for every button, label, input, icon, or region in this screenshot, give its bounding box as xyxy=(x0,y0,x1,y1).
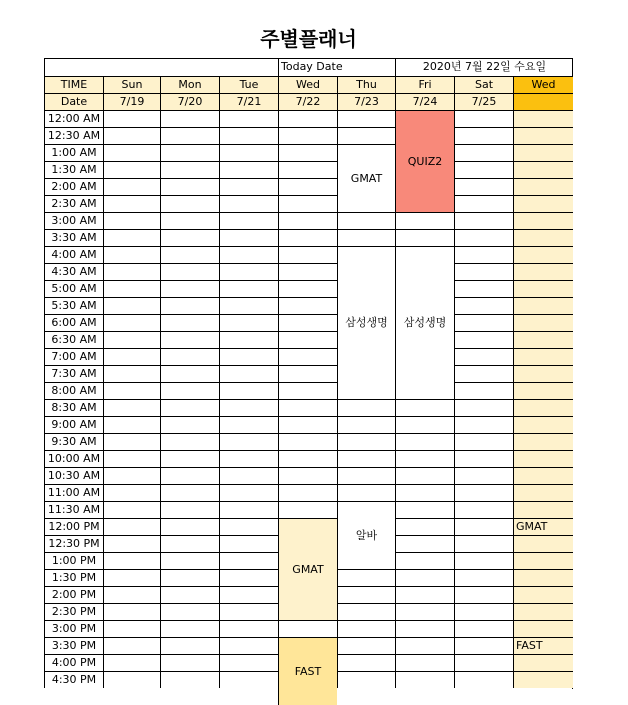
schedule-cell[interactable] xyxy=(219,263,278,280)
time-slot-label: 12:00 PM xyxy=(44,518,103,535)
schedule-cell[interactable] xyxy=(278,365,337,382)
schedule-cell[interactable] xyxy=(278,280,337,297)
today-column-cell[interactable] xyxy=(513,144,573,161)
schedule-cell[interactable] xyxy=(103,569,160,586)
time-slot-label: 3:00 AM xyxy=(44,212,103,229)
schedule-cell[interactable] xyxy=(454,127,513,144)
schedule-cell[interactable] xyxy=(160,110,219,127)
schedule-cell[interactable] xyxy=(219,246,278,263)
schedule-cell[interactable] xyxy=(103,178,160,195)
schedule-cell[interactable] xyxy=(103,433,160,450)
schedule-cell[interactable] xyxy=(278,484,337,501)
today-column-cell[interactable] xyxy=(513,127,573,144)
schedule-cell[interactable] xyxy=(454,654,513,671)
schedule-cell[interactable] xyxy=(103,382,160,399)
schedule-cell[interactable] xyxy=(219,144,278,161)
schedule-cell[interactable] xyxy=(278,433,337,450)
today-column-cell[interactable] xyxy=(513,297,573,314)
schedule-cell[interactable] xyxy=(219,620,278,637)
schedule-cell[interactable] xyxy=(395,450,454,467)
schedule-cell[interactable] xyxy=(278,195,337,212)
date-header-7: 7/25 xyxy=(454,93,513,110)
today-column-cell[interactable] xyxy=(513,280,573,297)
schedule-cell[interactable] xyxy=(337,637,395,654)
schedule-cell[interactable] xyxy=(337,450,395,467)
schedule-cell[interactable] xyxy=(337,416,395,433)
schedule-cell[interactable] xyxy=(454,382,513,399)
event-block[interactable]: 삼성생명 xyxy=(337,246,395,399)
schedule-cell[interactable] xyxy=(454,110,513,127)
time-slot-label: 11:30 AM xyxy=(44,501,103,518)
schedule-cell[interactable] xyxy=(219,484,278,501)
today-column-cell[interactable] xyxy=(513,586,573,603)
time-slot-label: 2:30 PM xyxy=(44,603,103,620)
time-slot-label: 1:00 PM xyxy=(44,552,103,569)
schedule-cell[interactable] xyxy=(395,552,454,569)
day-header-sat: Sat xyxy=(454,76,513,93)
schedule-cell[interactable] xyxy=(103,314,160,331)
today-column-cell[interactable] xyxy=(513,620,573,637)
schedule-cell[interactable] xyxy=(219,348,278,365)
schedule-cell[interactable] xyxy=(454,263,513,280)
schedule-cell[interactable] xyxy=(337,229,395,246)
date-header-6: 7/24 xyxy=(395,93,454,110)
schedule-cell[interactable] xyxy=(160,314,219,331)
schedule-cell[interactable] xyxy=(103,297,160,314)
schedule-cell[interactable] xyxy=(219,212,278,229)
time-slot-label: 9:00 AM xyxy=(44,416,103,433)
schedule-cell[interactable] xyxy=(395,212,454,229)
today-column-cell[interactable] xyxy=(513,501,573,518)
schedule-cell[interactable] xyxy=(278,161,337,178)
today-column-cell[interactable] xyxy=(513,671,573,688)
schedule-cell[interactable] xyxy=(278,450,337,467)
schedule-cell[interactable] xyxy=(395,637,454,654)
schedule-cell[interactable] xyxy=(337,433,395,450)
schedule-cell[interactable] xyxy=(103,416,160,433)
time-slot-label: 4:30 AM xyxy=(44,263,103,280)
schedule-cell[interactable] xyxy=(103,552,160,569)
schedule-cell[interactable] xyxy=(219,433,278,450)
schedule-cell[interactable] xyxy=(395,671,454,688)
schedule-cell[interactable] xyxy=(219,671,278,688)
schedule-cell[interactable] xyxy=(103,348,160,365)
schedule-cell[interactable] xyxy=(160,552,219,569)
schedule-cell[interactable] xyxy=(395,416,454,433)
schedule-cell[interactable] xyxy=(219,331,278,348)
schedule-cell[interactable] xyxy=(103,229,160,246)
today-day-header: Wed xyxy=(513,76,573,93)
today-column-cell[interactable] xyxy=(513,535,573,552)
today-column-cell[interactable] xyxy=(513,178,573,195)
schedule-cell[interactable] xyxy=(337,586,395,603)
time-slot-label: 12:00 AM xyxy=(44,110,103,127)
schedule-cell[interactable] xyxy=(454,195,513,212)
schedule-cell[interactable] xyxy=(454,144,513,161)
schedule-cell[interactable] xyxy=(160,620,219,637)
schedule-cell[interactable] xyxy=(103,246,160,263)
title-blank-row xyxy=(44,58,278,76)
today-date-value: 2020년 7월 22일 수요일 xyxy=(395,58,573,76)
schedule-cell[interactable] xyxy=(454,569,513,586)
schedule-cell[interactable] xyxy=(454,518,513,535)
today-column-cell[interactable] xyxy=(513,399,573,416)
schedule-cell[interactable] xyxy=(219,450,278,467)
time-slot-label: 4:30 PM xyxy=(44,671,103,688)
schedule-cell[interactable] xyxy=(219,314,278,331)
schedule-cell[interactable] xyxy=(160,569,219,586)
time-slot-label: 2:30 AM xyxy=(44,195,103,212)
schedule-cell[interactable] xyxy=(454,246,513,263)
date-header-3: 7/21 xyxy=(219,93,278,110)
schedule-cell[interactable] xyxy=(219,467,278,484)
schedule-cell[interactable] xyxy=(103,365,160,382)
schedule-cell[interactable] xyxy=(103,484,160,501)
schedule-cell[interactable] xyxy=(278,263,337,280)
schedule-cell[interactable] xyxy=(103,144,160,161)
schedule-cell[interactable] xyxy=(219,586,278,603)
schedule-cell[interactable] xyxy=(160,501,219,518)
today-column-cell[interactable]: FAST xyxy=(513,637,573,654)
schedule-cell[interactable] xyxy=(103,280,160,297)
schedule-cell[interactable] xyxy=(219,603,278,620)
schedule-cell[interactable] xyxy=(160,484,219,501)
time-slot-label: 8:00 AM xyxy=(44,382,103,399)
schedule-cell[interactable] xyxy=(103,586,160,603)
day-header-sun: Sun xyxy=(103,76,160,93)
event-block[interactable]: 삼성생명 xyxy=(395,246,454,399)
time-slot-label: 9:30 AM xyxy=(44,433,103,450)
schedule-cell[interactable] xyxy=(278,416,337,433)
time-slot-label: 4:00 AM xyxy=(44,246,103,263)
schedule-cell[interactable] xyxy=(337,110,395,127)
time-slot-label: 5:30 AM xyxy=(44,297,103,314)
today-column-cell[interactable] xyxy=(513,603,573,620)
schedule-cell[interactable] xyxy=(160,144,219,161)
schedule-cell[interactable] xyxy=(219,178,278,195)
schedule-cell[interactable] xyxy=(160,161,219,178)
schedule-cell[interactable] xyxy=(395,467,454,484)
today-date-cell xyxy=(513,93,573,110)
schedule-cell[interactable] xyxy=(454,467,513,484)
schedule-cell[interactable] xyxy=(160,399,219,416)
time-slot-label: 3:00 PM xyxy=(44,620,103,637)
schedule-cell[interactable] xyxy=(395,399,454,416)
schedule-cell[interactable] xyxy=(103,450,160,467)
time-slot-label: 6:30 AM xyxy=(44,331,103,348)
schedule-cell[interactable] xyxy=(395,586,454,603)
weekly-planner-grid xyxy=(44,58,573,689)
schedule-cell[interactable] xyxy=(454,552,513,569)
day-header-mon: Mon xyxy=(160,76,219,93)
schedule-cell[interactable] xyxy=(219,127,278,144)
today-column-cell[interactable] xyxy=(513,348,573,365)
schedule-cell[interactable] xyxy=(395,501,454,518)
event-block[interactable]: FAST xyxy=(278,637,337,705)
schedule-cell[interactable] xyxy=(278,127,337,144)
schedule-cell[interactable] xyxy=(103,671,160,688)
schedule-cell[interactable] xyxy=(278,229,337,246)
time-slot-label: 7:00 AM xyxy=(44,348,103,365)
schedule-cell[interactable] xyxy=(395,620,454,637)
schedule-cell[interactable] xyxy=(337,603,395,620)
today-column-cell[interactable] xyxy=(513,365,573,382)
schedule-cell[interactable] xyxy=(278,212,337,229)
schedule-cell[interactable] xyxy=(219,654,278,671)
schedule-cell[interactable] xyxy=(103,331,160,348)
day-header-thu: Thu xyxy=(337,76,395,93)
date-header-1: 7/19 xyxy=(103,93,160,110)
schedule-cell[interactable] xyxy=(337,569,395,586)
schedule-cell[interactable] xyxy=(219,297,278,314)
schedule-cell[interactable] xyxy=(454,603,513,620)
schedule-cell[interactable] xyxy=(219,569,278,586)
schedule-cell[interactable] xyxy=(219,161,278,178)
schedule-cell[interactable] xyxy=(160,382,219,399)
schedule-cell[interactable] xyxy=(395,603,454,620)
schedule-cell[interactable] xyxy=(160,654,219,671)
schedule-cell[interactable] xyxy=(160,348,219,365)
schedule-cell[interactable] xyxy=(454,620,513,637)
schedule-cell[interactable] xyxy=(278,348,337,365)
schedule-cell[interactable] xyxy=(160,450,219,467)
schedule-cell[interactable] xyxy=(219,501,278,518)
time-slot-label: 1:30 PM xyxy=(44,569,103,586)
schedule-cell[interactable] xyxy=(160,467,219,484)
schedule-cell[interactable] xyxy=(103,654,160,671)
time-slot-label: 2:00 AM xyxy=(44,178,103,195)
schedule-cell[interactable] xyxy=(337,654,395,671)
schedule-cell[interactable] xyxy=(103,518,160,535)
schedule-cell[interactable] xyxy=(160,416,219,433)
schedule-cell[interactable] xyxy=(337,127,395,144)
schedule-cell[interactable] xyxy=(103,399,160,416)
schedule-cell[interactable] xyxy=(454,586,513,603)
schedule-cell[interactable] xyxy=(103,212,160,229)
today-column-cell[interactable] xyxy=(513,416,573,433)
time-slot-label: 12:30 AM xyxy=(44,127,103,144)
schedule-cell[interactable] xyxy=(103,535,160,552)
schedule-cell[interactable] xyxy=(337,620,395,637)
event-block[interactable]: 알바 xyxy=(337,501,395,569)
today-column-cell[interactable] xyxy=(513,467,573,484)
schedule-cell[interactable] xyxy=(278,620,337,637)
schedule-cell[interactable] xyxy=(454,484,513,501)
schedule-cell[interactable] xyxy=(395,518,454,535)
schedule-cell[interactable] xyxy=(395,535,454,552)
time-slot-label: 10:00 AM xyxy=(44,450,103,467)
schedule-cell[interactable] xyxy=(219,280,278,297)
schedule-cell[interactable] xyxy=(103,161,160,178)
today-column-cell[interactable] xyxy=(513,161,573,178)
schedule-cell[interactable] xyxy=(278,467,337,484)
schedule-cell[interactable] xyxy=(454,433,513,450)
schedule-cell[interactable] xyxy=(278,297,337,314)
time-slot-label: 10:30 AM xyxy=(44,467,103,484)
event-block[interactable]: GMAT xyxy=(278,518,337,620)
schedule-cell[interactable] xyxy=(454,365,513,382)
schedule-cell[interactable] xyxy=(454,161,513,178)
event-block[interactable]: GMAT xyxy=(337,144,395,212)
schedule-cell[interactable] xyxy=(103,620,160,637)
schedule-cell[interactable] xyxy=(160,637,219,654)
day-header-tue: Tue xyxy=(219,76,278,93)
schedule-cell[interactable] xyxy=(219,416,278,433)
schedule-cell[interactable] xyxy=(219,195,278,212)
schedule-cell[interactable] xyxy=(219,110,278,127)
schedule-cell[interactable] xyxy=(219,637,278,654)
schedule-cell[interactable] xyxy=(160,212,219,229)
schedule-cell[interactable] xyxy=(160,331,219,348)
schedule-cell[interactable] xyxy=(454,314,513,331)
planner-title: 주별플래너 xyxy=(260,27,357,51)
time-slot-label: 12:30 PM xyxy=(44,535,103,552)
today-column-cell[interactable] xyxy=(513,246,573,263)
time-slot-label: 7:30 AM xyxy=(44,365,103,382)
time-slot-label: 1:30 AM xyxy=(44,161,103,178)
schedule-cell[interactable] xyxy=(103,195,160,212)
schedule-cell[interactable] xyxy=(160,297,219,314)
time-slot-label: 8:30 AM xyxy=(44,399,103,416)
time-slot-label: 5:00 AM xyxy=(44,280,103,297)
schedule-cell[interactable] xyxy=(278,144,337,161)
time-slot-label: 11:00 AM xyxy=(44,484,103,501)
today-column-cell[interactable] xyxy=(513,382,573,399)
schedule-cell[interactable] xyxy=(337,484,395,501)
today-column-cell[interactable] xyxy=(513,552,573,569)
schedule-cell[interactable] xyxy=(278,178,337,195)
time-slot-label: 1:00 AM xyxy=(44,144,103,161)
schedule-cell[interactable] xyxy=(454,671,513,688)
schedule-cell[interactable] xyxy=(103,127,160,144)
today-column-cell[interactable] xyxy=(513,331,573,348)
date-header: Date xyxy=(44,93,103,110)
schedule-cell[interactable] xyxy=(219,518,278,535)
schedule-cell[interactable] xyxy=(278,382,337,399)
schedule-cell[interactable] xyxy=(395,433,454,450)
today-column-cell[interactable] xyxy=(513,195,573,212)
time-slot-label: 3:30 AM xyxy=(44,229,103,246)
schedule-cell[interactable] xyxy=(278,314,337,331)
schedule-cell[interactable] xyxy=(454,280,513,297)
schedule-cell[interactable] xyxy=(278,399,337,416)
schedule-cell[interactable] xyxy=(454,212,513,229)
schedule-cell[interactable] xyxy=(219,535,278,552)
schedule-cell[interactable] xyxy=(454,348,513,365)
schedule-cell[interactable] xyxy=(160,671,219,688)
today-column-cell[interactable] xyxy=(513,212,573,229)
schedule-cell[interactable] xyxy=(219,382,278,399)
schedule-cell[interactable] xyxy=(160,280,219,297)
today-column-cell[interactable] xyxy=(513,484,573,501)
schedule-cell[interactable] xyxy=(278,331,337,348)
event-block[interactable]: QUIZ2 xyxy=(395,110,454,212)
date-header-4: 7/22 xyxy=(278,93,337,110)
time-slot-label: 4:00 PM xyxy=(44,654,103,671)
schedule-cell[interactable] xyxy=(337,671,395,688)
day-header-fri: Fri xyxy=(395,76,454,93)
today-column-cell[interactable] xyxy=(513,569,573,586)
schedule-cell[interactable] xyxy=(337,212,395,229)
schedule-cell[interactable] xyxy=(454,637,513,654)
time-slot-label: 2:00 PM xyxy=(44,586,103,603)
schedule-cell[interactable] xyxy=(278,246,337,263)
schedule-cell[interactable] xyxy=(160,518,219,535)
day-header-wed: Wed xyxy=(278,76,337,93)
time-slot-label: 6:00 AM xyxy=(44,314,103,331)
schedule-cell[interactable] xyxy=(454,450,513,467)
schedule-cell[interactable] xyxy=(103,467,160,484)
today-column-cell[interactable] xyxy=(513,263,573,280)
schedule-cell[interactable] xyxy=(454,501,513,518)
schedule-cell[interactable] xyxy=(278,110,337,127)
schedule-cell[interactable] xyxy=(160,433,219,450)
date-header-5: 7/23 xyxy=(337,93,395,110)
schedule-cell[interactable] xyxy=(395,654,454,671)
schedule-cell[interactable] xyxy=(160,365,219,382)
today-column-cell[interactable] xyxy=(513,229,573,246)
today-column-cell[interactable] xyxy=(513,433,573,450)
time-slot-label: 3:30 PM xyxy=(44,637,103,654)
schedule-cell[interactable] xyxy=(160,178,219,195)
schedule-cell[interactable] xyxy=(160,195,219,212)
schedule-cell[interactable] xyxy=(454,416,513,433)
today-column-cell[interactable] xyxy=(513,654,573,671)
schedule-cell[interactable] xyxy=(160,263,219,280)
today-column-cell[interactable] xyxy=(513,450,573,467)
time-header: TIME xyxy=(44,76,103,93)
schedule-cell[interactable] xyxy=(337,399,395,416)
schedule-cell[interactable] xyxy=(395,484,454,501)
schedule-cell[interactable] xyxy=(454,178,513,195)
schedule-cell[interactable] xyxy=(395,569,454,586)
schedule-cell[interactable] xyxy=(219,365,278,382)
schedule-cell[interactable] xyxy=(103,603,160,620)
schedule-cell[interactable] xyxy=(103,637,160,654)
today-date-label: Today Date xyxy=(278,58,395,76)
schedule-cell[interactable] xyxy=(219,229,278,246)
schedule-cell[interactable] xyxy=(160,229,219,246)
today-column-cell[interactable] xyxy=(513,314,573,331)
schedule-cell[interactable] xyxy=(103,110,160,127)
schedule-cell[interactable] xyxy=(454,297,513,314)
schedule-cell[interactable] xyxy=(103,501,160,518)
schedule-cell[interactable] xyxy=(454,331,513,348)
schedule-cell[interactable] xyxy=(454,399,513,416)
schedule-cell[interactable] xyxy=(160,586,219,603)
schedule-cell[interactable] xyxy=(160,603,219,620)
today-column-cell[interactable]: GMAT xyxy=(513,518,573,535)
schedule-cell[interactable] xyxy=(160,246,219,263)
schedule-cell[interactable] xyxy=(337,467,395,484)
schedule-cell[interactable] xyxy=(278,501,337,518)
schedule-cell[interactable] xyxy=(103,263,160,280)
schedule-cell[interactable] xyxy=(454,229,513,246)
schedule-cell[interactable] xyxy=(219,552,278,569)
schedule-cell[interactable] xyxy=(160,535,219,552)
schedule-cell[interactable] xyxy=(219,399,278,416)
date-header-2: 7/20 xyxy=(160,93,219,110)
schedule-cell[interactable] xyxy=(454,535,513,552)
schedule-cell[interactable] xyxy=(160,127,219,144)
schedule-cell[interactable] xyxy=(395,229,454,246)
today-column-cell[interactable] xyxy=(513,110,573,127)
